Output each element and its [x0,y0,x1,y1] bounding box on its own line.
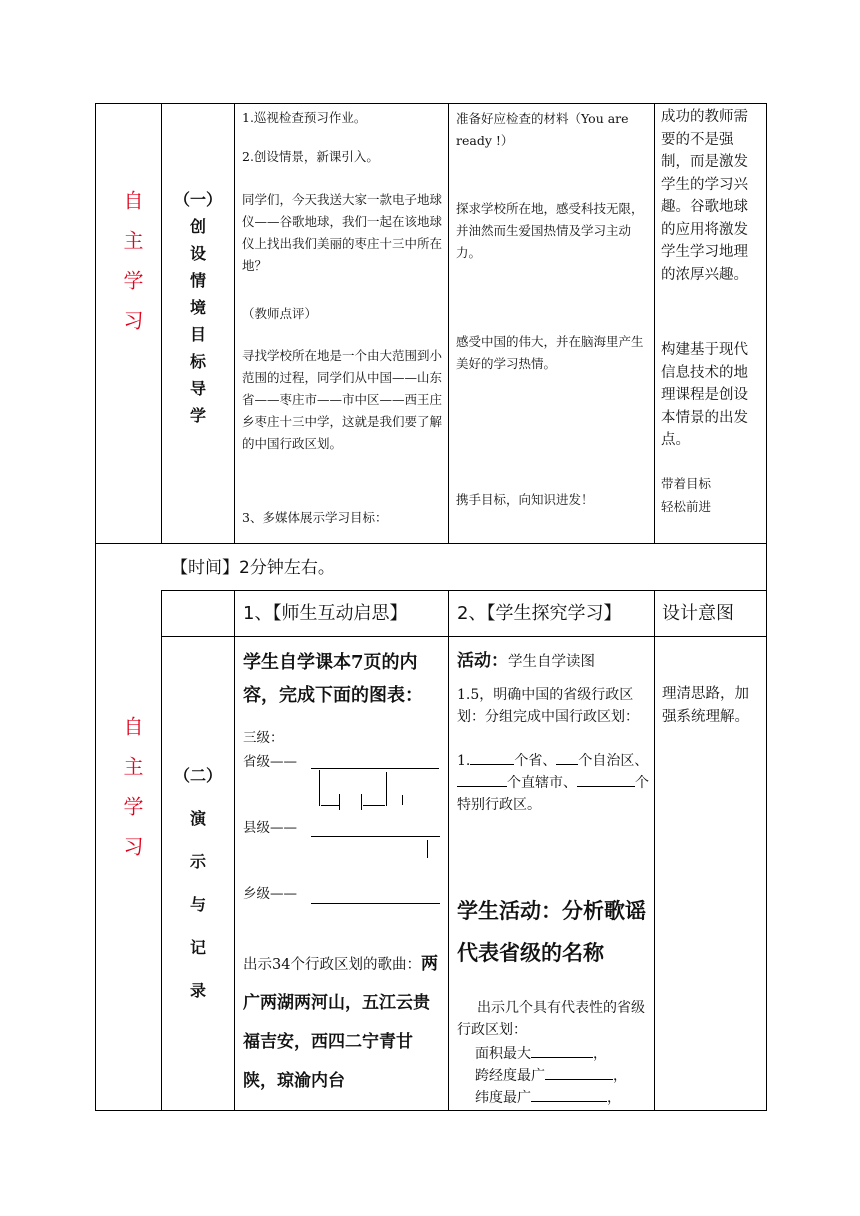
col-line-2b [234,590,235,1111]
section1-intent-goal2: 轻松前进 [661,499,712,514]
tree-branch [386,772,387,806]
section2-level-province: 省级—— [243,754,297,770]
header-teacher: 1、【师生互动启思】 [243,603,408,624]
section1-intent-goal1: 带着目标 [661,476,712,491]
tree-branch [361,794,362,810]
section1-teacher-explain: 寻找学校所在地是一个由大范围到小范围的过程，同学们从中国——山东省——枣庄市——市中区——西王庄乡枣庄十三中学，这就是我们要了解的中国行政区划。 [242,348,443,451]
tree-branch [319,770,320,806]
section1-teacher-comment: （教师点评） [242,306,318,321]
section1-teacher-step2: 2.创设情景，新课引入。 [242,149,379,164]
section1-student-goal: 携手目标，向知识进发！ [456,492,594,507]
header-student: 2、【学生探究学习】 [457,603,622,624]
tree-branch [321,805,339,806]
tree-branch [402,795,403,805]
section2-teacher-intro: 学生自学课本7页的内容，完成下面的图表： [243,652,423,707]
section2-part-label: （二） 演 示 与 记 录 [173,766,222,1000]
section2-left-label: 自主学习 [120,716,144,876]
activity-text: 学生自学读图 [508,654,595,670]
section2-analysis: 学生活动：分析歌谣代表省级的名称 [457,898,646,965]
section1-teacher-step3: 3、多媒体展示学习目标： [242,510,388,525]
section2-intent: 理清思路，加强系统理解。 [662,686,749,725]
section1-student-explore: 探求学校所在地，感受科技无限，并油然而生爱国热情及学习主动力。 [456,201,644,260]
table-right-border [766,103,767,1111]
section2-fill-blanks: 1. 个省、 个自治区、个直辖市、 个特别行政区。 [457,753,649,813]
section1-intent-interest: 成功的教师需要的不是强制，而是激发学生的学习兴趣。谷歌地球的应用将激发学生学习地理的浓厚兴趣。 [661,109,748,283]
blank-widest-longitude[interactable] [545,1067,613,1080]
tree-branch [427,840,428,858]
col-line-4a [654,103,655,544]
section2-rep-area: 面积最大 ， [475,1046,607,1062]
activity-label: 活动： [457,651,508,671]
section1-intent-tech: 构建基于现代信息技术的地理课程是创设本情景的出发点。 [661,342,748,448]
row-divider-2 [161,590,766,591]
col-line-3b [448,590,449,1111]
table-top-border [95,103,766,104]
blank-largest-area[interactable] [531,1045,593,1058]
section2-activity [457,648,652,675]
section1-teacher-step1: 1.巡视检查预习作业。 [242,110,367,125]
blank-municipalities[interactable] [457,774,507,787]
section1-student-feel: 感受中国的伟大，并在脑海里产生美好的学习热情。 [456,334,644,371]
section2-song [243,945,443,1101]
blank-sar[interactable] [577,774,635,787]
province-blank-line [311,768,439,769]
col-line-3a [448,103,449,544]
blank-provinces[interactable] [470,752,514,765]
song-lyrics: 两广两湖两河山，五江云贵福吉安，西四二宁青甘陕，琼渝内台 [243,954,438,1091]
song-intro: 出示34个行政区划的歌曲： [243,957,421,973]
section2-task: 1.5，明确中国的省级行政区划：分组完成中国行政区划： [457,687,639,725]
blank-autonomous[interactable] [556,752,578,765]
section2-rep-longitude: 跨经度最广 ， [475,1068,627,1084]
section2-time: 【时间】2分钟左右。 [171,558,335,578]
row-divider-3 [161,636,766,637]
section2-level-county: 县级—— [243,820,297,836]
col-line-left [95,103,96,1111]
blank-widest-latitude[interactable] [531,1089,607,1102]
col-line-1b [161,590,162,1111]
col-line-1a [161,103,162,544]
tree-branch [339,794,340,810]
section2-rep-latitude: 纬度最广 ， [475,1090,621,1106]
tree-branch [363,805,385,806]
section1-part-label: （一） 创 设 情 境 目 标 导 学 [173,190,222,425]
county-blank-line [311,836,440,837]
col-line-4b [654,590,655,1111]
section1-teacher-intro: 同学们，今天我送大家一款电子地球仪——谷歌地球，我们一起在该地球仪上找出我们美丽的枣庄十三中所在地？ [242,192,443,273]
header-intent: 设计意图 [662,603,734,624]
table-bottom-border [95,1110,766,1111]
section1-left-label: 自主学习 [120,190,144,350]
col-line-2a [234,103,235,544]
section2-level-town: 乡级—— [243,886,297,902]
row-divider-1 [95,543,766,544]
section1-student-prepare: 准备好应检查的材料（You are ready !） [456,111,629,148]
section2-rep-intro: 出示几个具有代表性的省级行政区划： [457,1000,645,1038]
town-blank-line [311,903,440,904]
section2-level-title: 三级： [243,730,284,746]
